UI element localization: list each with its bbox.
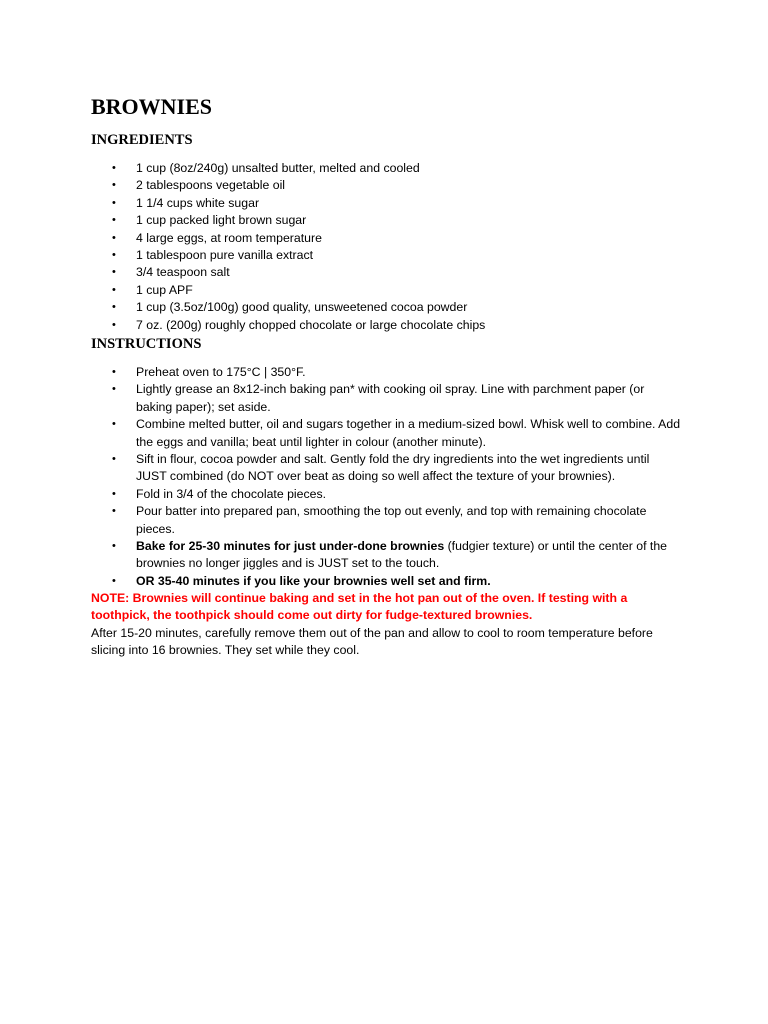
- bullet-icon: •: [112, 266, 116, 279]
- bullet-icon: •: [112, 383, 116, 396]
- instructions-list: [91, 364, 681, 590]
- ingredient-item: [91, 177, 681, 194]
- bullet-icon: •: [112, 196, 116, 209]
- instruction-text: Combine melted butter, oil and sugars together in a medium-sized bowl. Whisk well to combine. Add the eggs and vanilla; beat until lighter in colour (another minute).: [136, 417, 681, 449]
- ingredient-text: 2 tablespoons vegetable oil: [136, 178, 286, 193]
- bullet-icon: •: [112, 366, 116, 378]
- bullet-icon: •: [112, 487, 116, 500]
- bullet-icon: •: [112, 283, 116, 296]
- instruction-step: [91, 416, 681, 451]
- ingredient-item: [91, 212, 681, 229]
- ingredients-list: [91, 160, 681, 334]
- instructions-heading: INSTRUCTIONS: [91, 336, 202, 352]
- ingredient-item: [91, 299, 681, 316]
- instruction-step: [91, 503, 681, 538]
- instruction-text: (fudgier texture) or until the center of the brownies no longer jiggles and is JUST set to the touch.: [136, 539, 667, 571]
- ingredient-text: 3/4 teaspoon salt: [136, 265, 230, 280]
- instruction-step: [91, 573, 681, 590]
- instruction-bold-text: OR 35-40 minutes if you like your brownies well set and firm.: [136, 573, 491, 588]
- instruction-step: [91, 451, 681, 486]
- ingredient-text: 4 large eggs, at room temperature: [136, 230, 322, 245]
- instruction-step: [91, 486, 681, 503]
- instruction-bold-text: Bake for 25-30 minutes for just under-done brownies: [136, 539, 445, 554]
- ingredient-item: [91, 247, 681, 264]
- baking-note: NOTE: Brownies will continue baking and set in the hot pan out of the oven. If testing with a toothpick, the toothpick should come out dirty for fudge-textured brownies.: [91, 591, 628, 623]
- instruction-text: Preheat oven to 175°C | 350°F.: [136, 365, 306, 379]
- instruction-text: Lightly grease an 8x12-inch baking pan* with cooking oil spray. Line with parchment paper (or baking paper); set aside.: [136, 382, 645, 414]
- ingredient-text: 1 cup APF: [136, 282, 193, 297]
- instruction-step: [91, 381, 681, 416]
- ingredient-item: [91, 195, 681, 212]
- ingredient-item: [91, 317, 681, 334]
- bullet-icon: •: [112, 179, 116, 192]
- bullet-icon: •: [112, 318, 116, 331]
- cooling-paragraph: After 15-20 minutes, carefully remove them out of the pan and allow to cool to room temperature before slicing into 16 brownies. They set while they cool.: [91, 626, 653, 658]
- bullet-icon: •: [112, 162, 116, 174]
- ingredient-text: 7 oz. (200g) roughly chopped chocolate or large chocolate chips: [136, 317, 486, 332]
- ingredients-heading: INGREDIENTS: [91, 132, 193, 148]
- ingredient-text: 1 1/4 cups white sugar: [136, 195, 260, 210]
- ingredient-text: 1 cup (3.5oz/100g) good quality, unsweetened cocoa powder: [136, 300, 468, 315]
- ingredient-text: 1 tablespoon pure vanilla extract: [136, 248, 314, 263]
- ingredient-item: [91, 160, 681, 177]
- bullet-icon: •: [112, 418, 116, 431]
- instruction-text: Sift in flour, cocoa powder and salt. Gently fold the dry ingredients into the wet ingredients until JUST combined (do NOT over beat as doing so well affect the texture of your brownies).: [136, 452, 650, 484]
- instruction-text: Fold in 3/4 of the chocolate pieces.: [136, 486, 327, 501]
- recipe-title: BROWNIES: [91, 94, 213, 119]
- bullet-icon: •: [112, 301, 116, 314]
- instruction-text: Pour batter into prepared pan, smoothing the top out evenly, and top with remaining chocolate pieces.: [136, 504, 647, 536]
- ingredient-item: [91, 282, 681, 299]
- bullet-icon: •: [112, 505, 116, 518]
- bullet-icon: •: [112, 214, 116, 227]
- bullet-icon: •: [112, 249, 116, 262]
- bullet-icon: •: [112, 453, 116, 466]
- ingredient-text: 1 cup packed light brown sugar: [136, 213, 307, 228]
- instruction-step: [91, 364, 681, 381]
- instruction-step: [91, 538, 681, 573]
- ingredient-item: [91, 230, 681, 247]
- ingredient-text: 1 cup (8oz/240g) unsalted butter, melted and cooled: [136, 161, 420, 175]
- ingredient-item: [91, 264, 681, 281]
- bullet-icon: •: [112, 540, 116, 553]
- bullet-icon: •: [112, 574, 116, 587]
- bullet-icon: •: [112, 231, 116, 244]
